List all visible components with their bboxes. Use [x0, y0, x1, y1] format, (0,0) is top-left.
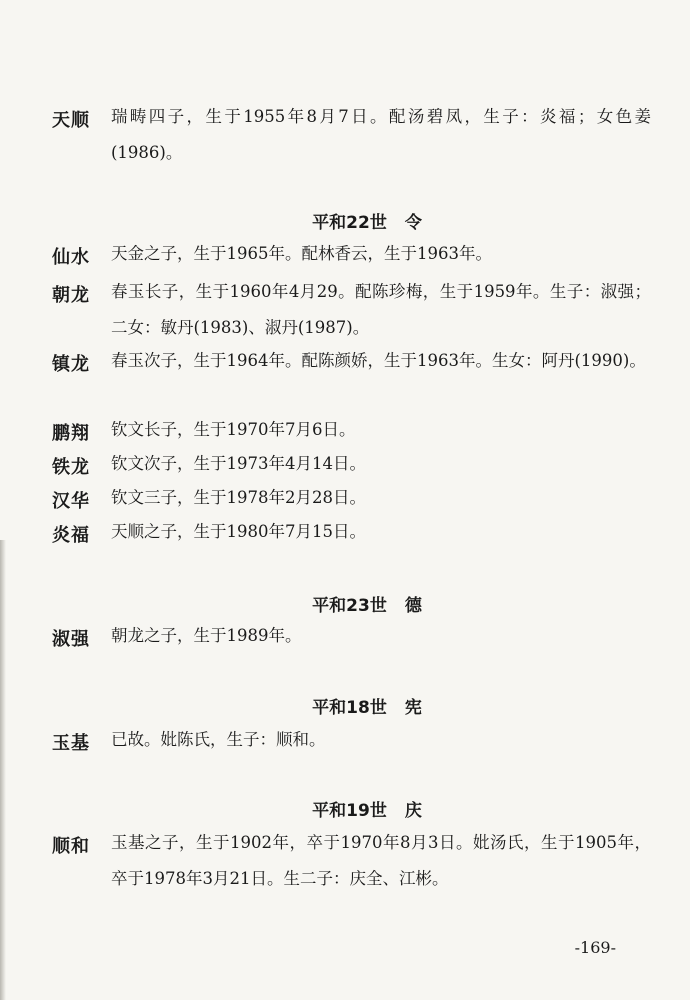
heading-prefix: 平和18世 — [312, 698, 387, 718]
entry-text: 瑞畴四子，生于1955年8月7日。配汤碧凤，生子：炎福；女色姜(1986)。 — [111, 107, 651, 162]
entry-name: 鹏翔 — [52, 423, 90, 444]
entry-text: 玉基之子，生于1902年，卒于1970年8月3日。妣汤氏，生于1905年，卒于1978年3月21日。生二子：庆全、江彬。 — [111, 833, 651, 888]
page-number: -169- — [574, 938, 616, 957]
entry-name: 铁龙 — [52, 457, 90, 478]
entry-name: 汉华 — [52, 491, 90, 512]
entry-name: 炎福 — [52, 525, 90, 546]
heading-prefix: 平和22世 — [312, 213, 387, 233]
generation-heading-18 — [0, 693, 690, 718]
entry-name: 仙水 — [52, 247, 90, 268]
generation-heading-19 — [0, 796, 690, 821]
entry-name: 淑强 — [52, 629, 90, 650]
entry-text: 春玉长子，生于1960年4月29。配陈珍梅，生于1959年。生子：淑强；二女：敏丹(1983)、淑丹(1987)。 — [111, 282, 651, 337]
heading-char: 德 — [404, 596, 422, 616]
entry-text: 天金之子，生于1965年。配林香云，生于1963年。 — [111, 244, 492, 263]
entry-name: 顺和 — [52, 836, 90, 857]
entry-text: 钦文次子，生于1973年4月14日。 — [111, 454, 366, 473]
heading-prefix: 平和23世 — [312, 596, 387, 616]
entry-text: 已故。妣陈氏，生子：顺和。 — [111, 730, 326, 749]
entry-text: 钦文三子，生于1978年2月28日。 — [111, 488, 366, 507]
heading-char: 令 — [404, 213, 422, 233]
generation-heading-22 — [0, 208, 690, 233]
entry-text: 天顺之子，生于1980年7月15日。 — [111, 522, 366, 541]
entry-name: 玉基 — [52, 733, 90, 754]
entry-text: 春玉次子，生于1964年。配陈颜娇，生于1963年。生女：阿丹(1990)。 — [111, 351, 646, 370]
heading-char: 宪 — [404, 698, 422, 718]
entry-name: 镇龙 — [52, 354, 90, 375]
entry-text: 钦文长子，生于1970年7月6日。 — [111, 420, 356, 439]
generation-heading-23 — [0, 591, 690, 616]
entry-text: 朝龙之子，生于1989年。 — [111, 626, 302, 645]
entry-name: 天顺 — [52, 110, 90, 131]
heading-prefix: 平和19世 — [312, 801, 387, 821]
heading-char: 庆 — [404, 801, 422, 821]
entry-name: 朝龙 — [52, 285, 90, 306]
